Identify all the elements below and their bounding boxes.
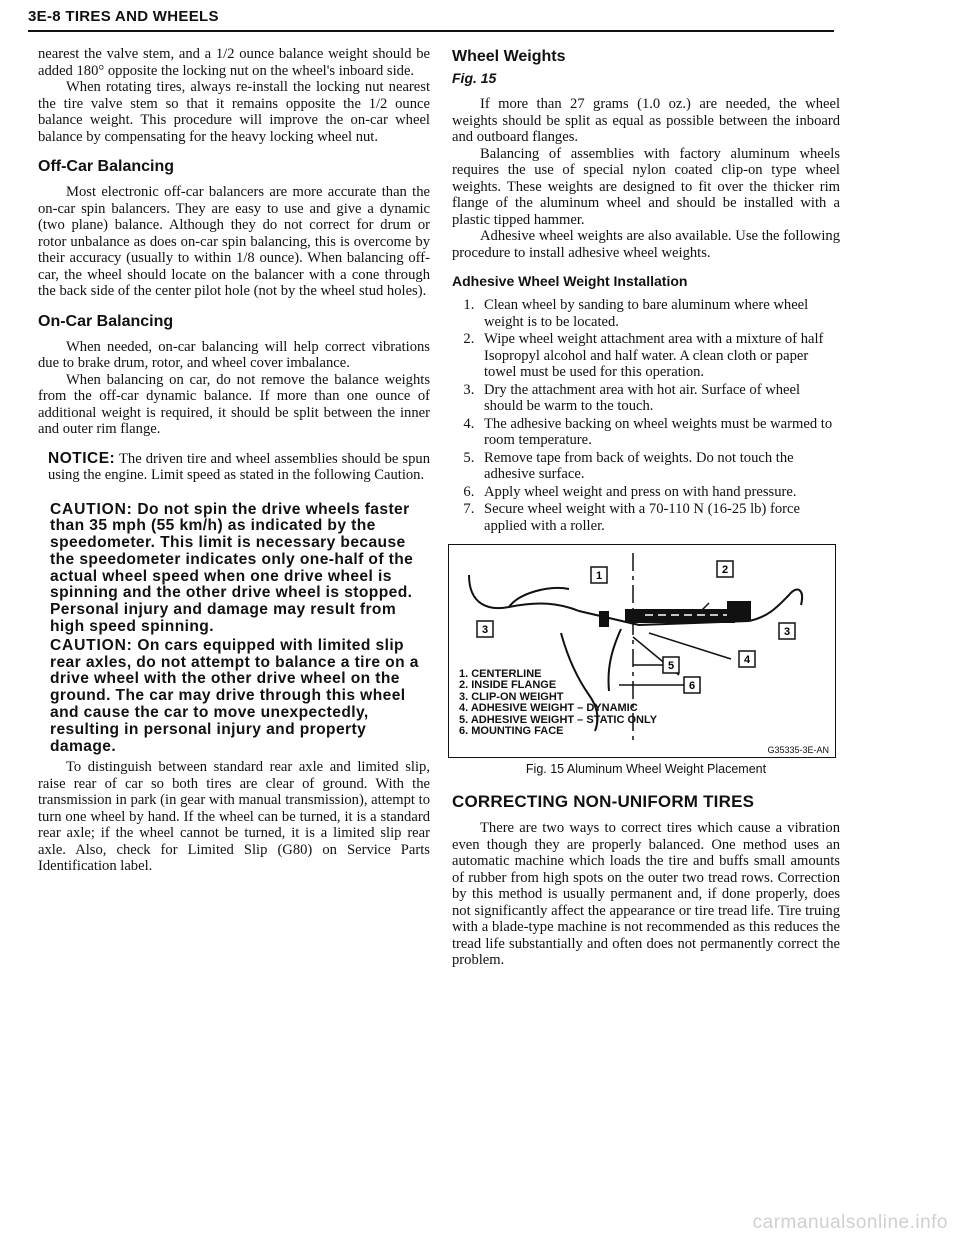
list-item: 1. Clean wheel by sanding to bare aluminum where wheel weight is to be located. <box>478 297 840 330</box>
caution-paragraph <box>50 502 430 636</box>
header-rule <box>28 30 834 32</box>
clip-on-weight <box>599 611 609 627</box>
clip-on-weight <box>727 601 751 621</box>
legend-item: 3. CLIP-ON WEIGHT <box>459 690 564 703</box>
wheel-weights-heading: Wheel Weights <box>452 48 566 65</box>
paragraph: If more than 27 grams (1.0 oz.) are needed, the wheel weights should be split as equal as possible between the inboard and outboard flanges. <box>452 96 840 145</box>
figure-reference: Fig. 15 <box>452 70 497 86</box>
list-item: 3. Dry the attachment area with hot air. Surface of wheel should be warm to the touch. <box>478 382 840 415</box>
adhesive-weight-bar <box>625 609 735 623</box>
watermark: carmanualsonline.info <box>752 1212 948 1233</box>
paragraph: nearest the valve stem, and a 1/2 ounce balance weight should be added 180° opposite the locking nut on the wheel's inboard side. <box>38 46 430 79</box>
list-item: 7. Secure wheel weight with a 70-110 N (16-25 lb) force applied with a roller. <box>478 501 840 534</box>
paragraph: When needed, on-car balancing will help correct vibrations due to brake drum, rotor, and wheel cover imbalance. <box>38 338 430 371</box>
paragraph: When balancing on car, do not remove the balance weights from the off-car dynamic balance. If more than one ounce of additional weight is required, it should be split between the inner and outer rim flange. <box>38 371 430 437</box>
figure-caption: Fig. 15 Aluminum Wheel Weight Placement <box>525 762 767 776</box>
figure-id: G35335-3E-AN <box>767 745 829 755</box>
notice-block <box>38 451 430 484</box>
notice-text: The driven tire and wheel assemblies should be spun using the engine. Limit speed as stated in the following Caution. <box>48 450 430 483</box>
list-item: 5. Remove tape from back of weights. Do not touch the adhesive surface. <box>478 450 840 483</box>
legend-item: 5. ADHESIVE WEIGHT – STATIC ONLY <box>459 713 658 726</box>
callout-label: 5 <box>667 660 675 672</box>
right-column <box>452 46 840 969</box>
page-header: 3E-8 TIRES AND WHEELS <box>28 8 219 25</box>
oncar-heading: On-Car Balancing <box>38 312 174 330</box>
paragraph: To distinguish between standard rear axle and limited slip, raise rear of car so both tires are clear of ground. With the transmission in park (in gear with manual transmission), attempt to turn one wheel by hand. If the wheel can be turned, it is a standard rear axle; if the wheel cannot be turned, it is a limited slip rear axle. Also, check for Limited Slip (G80) on Service Parts Identification label. <box>38 759 430 875</box>
paragraph: Adhesive wheel weights are also available. Use the following procedure to install adhesive wheel weights. <box>452 228 840 261</box>
legend-item: 1. CENTERLINE <box>459 668 542 680</box>
callout-label: 4 <box>743 654 751 666</box>
caution-paragraph <box>50 638 430 756</box>
paragraph: Most electronic off-car balancers are more accurate than the on-car spin balancers. They are easy to use and give a dynamic (two plane) balance. Although they do not correct for drum or rotor unbalance as does on-car spin balancing, this is overcome by their accuracy (usually to within 1/8 ounce). When balancing off-car, the wheel should locate on the balancer with a cone through the back side of the center pilot hole (not by the wheel stud holes). <box>38 184 430 299</box>
caution-label: CAUTION: <box>50 500 133 518</box>
list-item: 2. Wipe wheel weight attachment area with a mixture of half Isopropyl alcohol and half water. A clean cloth or paper towel must be used for this operation. <box>478 331 840 381</box>
caution-text: On cars equipped with limited slip rear axles, do not attempt to balance a tire on a drive wheel with the other drive wheel on the ground. The car may drive through this wheel and cause the car to move unexpectedly, resulting in personal injury and property damage. <box>50 636 419 755</box>
offcar-heading: Off-Car Balancing <box>38 158 175 175</box>
adhesive-heading: Adhesive Wheel Weight Installation <box>452 273 688 289</box>
legend-item: 2. INSIDE FLANGE <box>459 679 557 692</box>
caution-label: CAUTION: <box>50 636 133 654</box>
left-column <box>38 46 430 875</box>
figure-box <box>448 544 836 758</box>
paragraph: When rotating tires, always re-install the locking nut nearest the tire valve stem so that it remains opposite the 1/2 ounce balance weight. This procedure will improve the on-car wheel balance by compensating for the heavy locking wheel nut. <box>38 79 430 145</box>
callout-label: 3 <box>783 626 791 638</box>
paragraph: There are two ways to correct tires which cause a vibration even though they are properly balanced. One method uses an automatic machine which loads the tire and buffs small amounts of rubber from high spots on the outer two tread rows. Correction by this method is usually permanent and, if done properly, does not significantly affect the appearance or tire tread life. Tire truing with a blade-type machine is not recommended as this reduces the tread life substantially and often does not permanently correct the problem. <box>452 820 840 968</box>
callout-label: 2 <box>721 564 729 576</box>
legend-item: 6. MOUNTING FACE <box>459 725 564 738</box>
callout-label: 1 <box>595 570 603 582</box>
callout-label: 3 <box>481 624 489 636</box>
caution-block <box>38 502 430 756</box>
leader-line <box>649 633 731 659</box>
caution-text: Do not spin the drive wheels faster than 35 mph (55 km/h) as indicated by the speedometer. This limit is necessary because the speedometer indicates only one-half of the actual wheel speed when one drive wheel is spinning and the other drive wheel is stopped. Personal injury and damage may result from high speed spinning. <box>50 500 414 636</box>
list-item: 6. Apply wheel weight and press on with hand pressure. <box>478 484 840 501</box>
figure-legend <box>459 669 657 737</box>
notice-label: NOTICE: <box>48 449 116 467</box>
callout-label: 6 <box>688 680 696 692</box>
outer-rim-path <box>749 590 802 621</box>
steps-list <box>452 297 840 534</box>
list-item: 4. The adhesive backing on wheel weights must be warmed to room temperature. <box>478 416 840 449</box>
legend-item: 4. ADHESIVE WEIGHT – DYNAMIC <box>459 702 638 715</box>
paragraph: Balancing of assemblies with factory aluminum wheels requires the use of special nylon coated clip-on type wheel weights. These weights are designed to fit over the thicker rim flange of the aluminum wheel and should be installed with a plastic tipped hammer. <box>452 145 840 228</box>
correcting-heading: CORRECTING NON-UNIFORM TIRES <box>452 792 755 811</box>
